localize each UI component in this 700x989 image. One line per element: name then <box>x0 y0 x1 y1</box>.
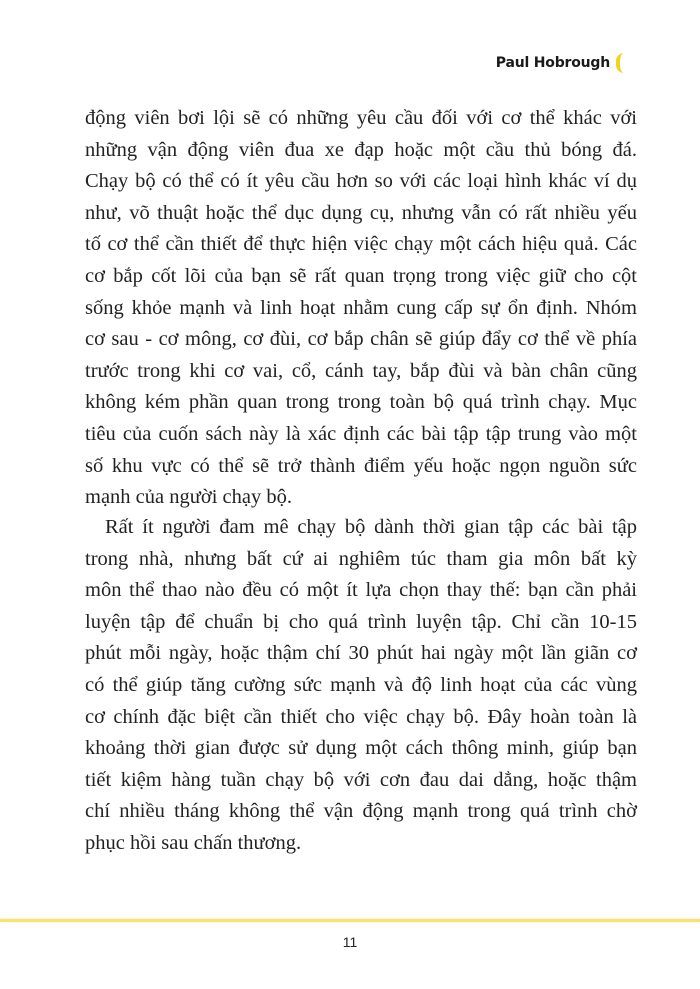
text-line: khoảng thời gian được sử dụng một cách thông minh, giúp bạn <box>85 737 637 760</box>
running-header <box>496 53 624 73</box>
text-line: cơ sau - cơ mông, cơ đùi, cơ bắp chân sẽ giúp đẩy cơ thể về phía <box>85 328 637 351</box>
text-line: số khu vực có thể sẽ trở thành điểm yếu hoặc ngọn nguồn sức <box>85 454 637 477</box>
text-line: tiêu của cuốn sách này là xác định các bài tập tập trung vào một <box>85 422 637 445</box>
text-line: mạnh của người chạy bộ. <box>85 486 292 509</box>
text-line: trong nhà, nhưng bất cứ ai nghiêm túc tham gia môn bất kỳ <box>85 547 637 570</box>
bracket-ornament-icon <box>616 53 624 73</box>
text-line: phục hồi sau chấn thương. <box>85 831 302 854</box>
footer-divider <box>0 919 700 922</box>
paragraph-1 <box>85 103 637 514</box>
text-line: không kém phần quan trong trong toàn bộ quá trình chạy. Mục <box>85 391 637 414</box>
text-line: Chạy bộ có thể có ít yêu cầu hơn so với các loại hình khác ví dụ <box>85 170 637 193</box>
text-line: những vận động viên đua xe đạp hoặc một cầu thủ bóng đá. <box>85 138 637 161</box>
text-line: trước trong khi cơ vai, cổ, cánh tay, bắp đùi và bàn chân cũng <box>85 359 637 382</box>
text-line: chí nhiều tháng không thể vận động mạnh trong quá trình chờ <box>85 800 637 823</box>
text-line: luyện tập để chuẩn bị cho quá trình luyện tập. Chỉ cần 10-15 <box>85 610 637 633</box>
text-line: như, võ thuật hoặc thể dục dụng cụ, nhưng vẫn có rất nhiều yếu <box>85 201 637 224</box>
text-line: tố cơ thể cần thiết để thực hiện việc chạy một cách hiệu quả. Các <box>85 233 637 256</box>
text-line: môn thể thao nào đều có một ít lựa chọn thay thế: bạn cần phải <box>85 579 637 602</box>
page-number: 11 <box>342 934 358 950</box>
text-line: tiết kiệm hàng tuần chạy bộ với cơn đau dai dẳng, hoặc thậm <box>85 768 637 791</box>
text-line: sống khỏe mạnh và linh hoạt nhằm cung cấp sự ổn định. Nhóm <box>85 296 637 319</box>
text-line: có thể giúp tăng cường sức mạnh và độ linh hoạt của các vùng <box>85 673 637 696</box>
text-line: Rất ít người đam mê chạy bộ dành thời gian tập các bài tập <box>105 516 637 538</box>
author-name: Paul Hobrough <box>495 55 610 71</box>
text-line: cơ bắp cốt lõi của bạn sẽ rất quan trọng trong việc giữ cho cột <box>85 264 637 287</box>
paragraph-2 <box>85 512 637 860</box>
text-line: phút mỗi ngày, hoặc thậm chí 30 phút hai ngày một lần giãn cơ <box>85 642 637 665</box>
text-line: cơ chính đặc biệt cần thiết cho việc chạy bộ. Đây hoàn toàn là <box>85 705 637 728</box>
text-line: động viên bơi lội sẽ có những yêu cầu đối với cơ thể khác với <box>85 107 637 129</box>
